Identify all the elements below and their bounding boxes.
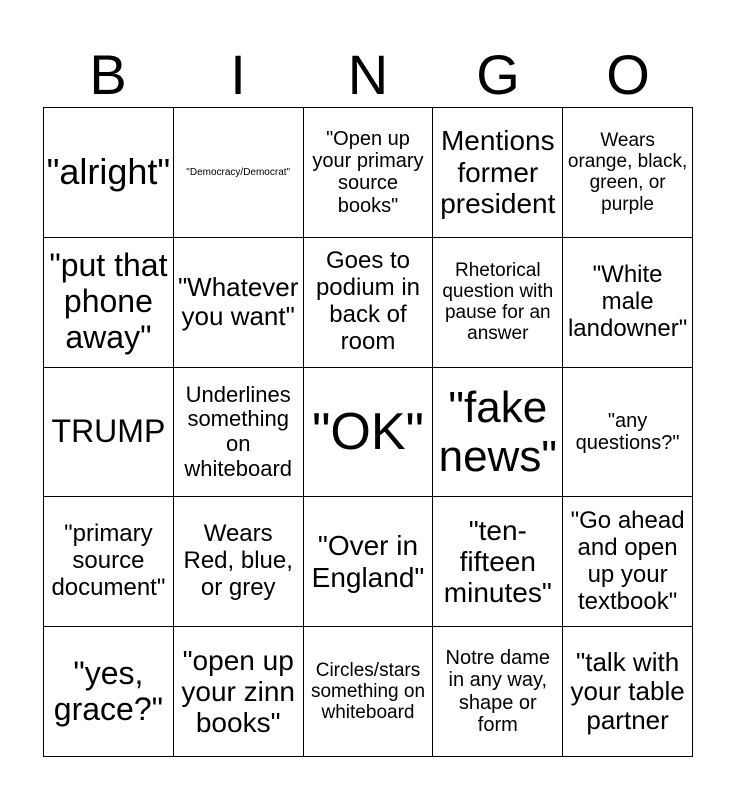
bingo-cell-r2-c3[interactable]: Goes to podium in back of room	[304, 238, 434, 368]
bingo-cell-r3-c3-free[interactable]: "OK"	[304, 368, 434, 498]
bingo-cell-r1-c5[interactable]: Wears orange, black, green, or purple	[563, 108, 693, 238]
bingo-cell-r1-c2[interactable]: "Democracy/Democrat"	[174, 108, 304, 238]
bingo-cell-r2-c2[interactable]: "Whatever you want"	[174, 238, 304, 368]
header-letter-o: O	[606, 43, 650, 106]
bingo-cell-r5-c3[interactable]: Circles/stars something on whiteboard	[304, 627, 434, 757]
bingo-cell-r3-c5[interactable]: "any questions?"	[563, 368, 693, 498]
header-letter-g: G	[476, 43, 520, 106]
bingo-cell-r2-c1[interactable]: "put that phone away"	[44, 238, 174, 368]
bingo-cell-r1-c1[interactable]: "alright"	[44, 108, 174, 238]
bingo-cell-r4-c2[interactable]: Wears Red, blue, or grey	[174, 497, 304, 627]
bingo-cell-r3-c1[interactable]: TRUMP	[44, 368, 174, 498]
bingo-cell-r2-c4[interactable]: Rhetorical question with pause for an answer	[433, 238, 563, 368]
bingo-cell-r4-c5[interactable]: "Go ahead and open up your textbook"	[563, 497, 693, 627]
bingo-cell-r4-c3[interactable]: "Over in England"	[304, 497, 434, 627]
bingo-cell-r4-c1[interactable]: "primary source document"	[44, 497, 174, 627]
bingo-cell-r5-c4[interactable]: Notre dame in any way, shape or form	[433, 627, 563, 757]
bingo-header	[43, 44, 693, 106]
bingo-cell-r1-c4[interactable]: Mentions former president	[433, 108, 563, 238]
header-letter-i: I	[230, 43, 246, 106]
bingo-cell-r4-c4[interactable]: "ten-fifteen minutes"	[433, 497, 563, 627]
header-letter-n: N	[347, 43, 389, 106]
bingo-cell-r3-c4[interactable]: "fake news"	[433, 368, 563, 498]
header-letter-b: B	[89, 43, 127, 106]
bingo-cell-r5-c1[interactable]: "yes, grace?"	[44, 627, 174, 757]
bingo-cell-r1-c3[interactable]: "Open up your primary source books"	[304, 108, 434, 238]
bingo-cell-r5-c2[interactable]: "open up your zinn books"	[174, 627, 304, 757]
bingo-grid	[43, 107, 693, 757]
bingo-cell-r3-c2[interactable]: Underlines something on whiteboard	[174, 368, 304, 498]
bingo-cell-r5-c5[interactable]: "talk with your table partner	[563, 627, 693, 757]
bingo-cell-r2-c5[interactable]: "White male landowner"	[563, 238, 693, 368]
